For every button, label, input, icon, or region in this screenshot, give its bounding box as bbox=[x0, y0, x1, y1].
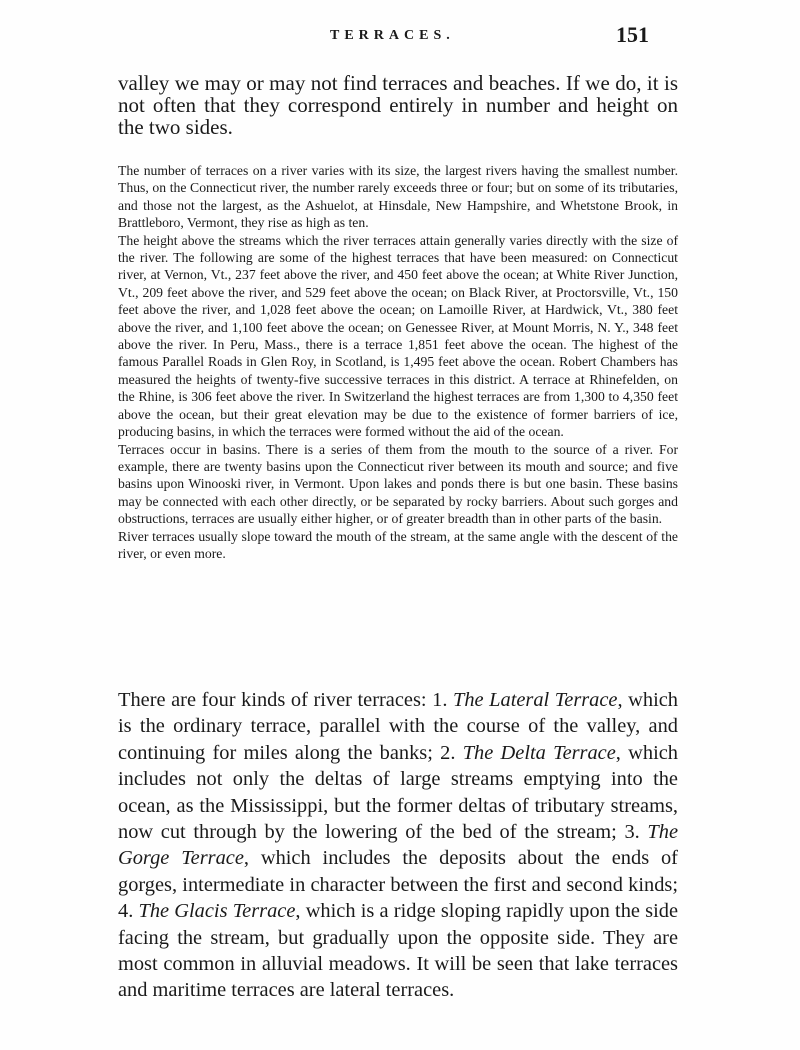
text-run: , which includes not only the deltas of large streams emptying into the ocean, as the Mississippi, but the former deltas of tributary streams, now cut through by the lowering of the bed of the stream; 3. bbox=[118, 741, 678, 844]
running-title: TERRACES. bbox=[330, 28, 455, 43]
term-delta-terrace: The Delta Terrace bbox=[462, 741, 616, 764]
kinds-of-terraces-paragraph bbox=[118, 687, 678, 1004]
text-run: , which is a ridge sloping rapidly upon the side facing the stream, but gradually upon the opposite side. They are most common in alluvial meadows. It will be seen that lake terraces and maritime terraces are lateral terraces. bbox=[118, 900, 679, 1002]
small-print-section bbox=[118, 162, 678, 562]
intro-paragraph: valley we may or may not find terraces and beaches. If we do, it is not often that they correspond entirely in number and height on the two sides. bbox=[118, 71, 678, 139]
running-header bbox=[0, 22, 800, 46]
page-number: 151 bbox=[616, 22, 649, 47]
small-paragraph-slope: River terraces usually slope toward the mouth of the stream, at the same angle with the descent of the river, or even more. bbox=[118, 528, 678, 561]
small-paragraph-basins: Terraces occur in basins. There is a series of them from the mouth to the source of a river. For example, there are twenty basins upon the Connecticut river between its mouth and source; and five basins upon Winooski river, in Vermont. Upon lakes and ponds there is but one basin. These basins may be connected with each other directly, or be separated by rocky barriers. About such gorges and obstructions, terraces are usually either higher, or of greater breadth than in other parts of the basin. bbox=[118, 441, 678, 527]
text-run: , which is the ordinary terrace, parallel with the course of the valley, and continuing for miles along the banks; 2. bbox=[118, 689, 678, 764]
text-run: There are four kinds of river terraces: 1. bbox=[118, 689, 454, 711]
small-paragraph-terrace-heights: The height above the streams which the river terraces attain generally varies directly with the size of the river. The following are some of the highest terraces that have been measured: on Connecticut river, at Vernon, Vt., 237 feet above the river, and 450 feet above the ocean; at White River Junction, Vt., 209 feet above the river, and 529 feet above the ocean; on Black River, at Proctorsville, Vt., 150 feet above the river, and 1,028 feet above the ocean; on Lamoille River, at Hardwick, Vt., 380 feet above the river, and 1,100 feet above the ocean; on Genessee River, at Mount Morris, N. Y., 348 feet above the river. In Peru, Mass., there is a terrace 1,851 feet above the ocean. The highest of the famous Parallel Roads in Glen Roy, in Scotland, is 1,495 feet above the ocean. Robert Chambers has measured the heights of twenty-five successive terraces in this district. A terrace at Rhinefelden, on the Rhine, is 306 feet above the river. In Switzerland the highest terraces are from 1,300 to 4,350 feet above the ocean, but their great elevation may be due to the existence of former barriers of ice, producing basins, in which the terraces were formed without the aid of the ocean. bbox=[118, 232, 678, 440]
small-paragraph-terrace-count: The number of terraces on a river varies with its size, the largest rivers having the smallest number. Thus, on the Connecticut river, the number rarely exceeds three or four; but on some of its tributaries, and those not the largest, as the Ashuelot, at Hinsdale, New Hampshire, and Whetstone Brook, in Brattleboro, Vermont, they rise as high as ten. bbox=[118, 163, 678, 231]
term-gorge-terrace: The Gorge Terrace bbox=[118, 821, 678, 870]
term-lateral-terrace: The Lateral Terrace bbox=[453, 689, 618, 711]
term-glacis-terrace: The Glacis Terrace bbox=[138, 900, 296, 923]
text-run: , which includes the deposits about the ends of gorges, intermediate in character between the first and second kinds; 4. bbox=[118, 847, 678, 923]
